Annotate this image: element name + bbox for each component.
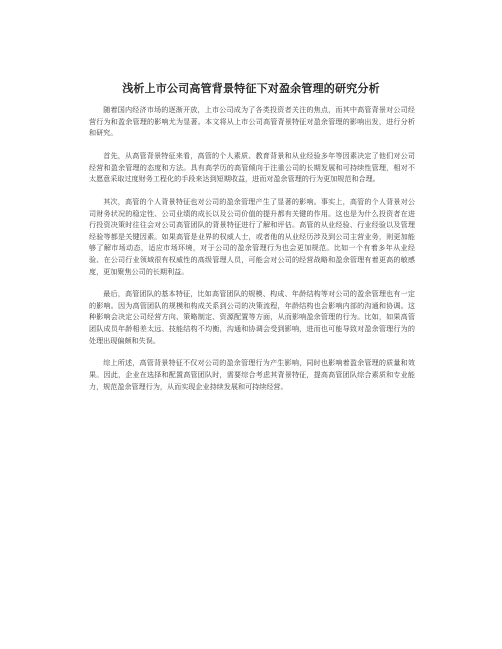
paragraph-second: 其次，高管的个人背景特征也对公司的盈余管理产生了显著的影响。事实上，高管的个人背景对公司财务状况的稳定性、公司业绩的成长以及公司价值的提升都有关键的作用。这也是为什么投资者在进行投资决策时往往会对公司高管团队的背景特征进行了解和评估。高管的从业经验、行业经验以及管理经验等都是关键因素。如果高管是业界的权威人士，或者他的从业经历涉及到公司主营业务，则更加能够了解市场动态，适应市场环境，对于公司的盈余管理行为也会更加规范。比如一个有着多年从业经验、在公司行业领域很有权威性的高级管理人员，可能会对公司的经营战略和盈余管理有着更高的敏感度，更加聚焦公司的长期利益。 <box>89 196 415 276</box>
paragraph-first: 首先，从高管背景特征来看，高管的个人素质、教育背景和从业经验多年等因素决定了他们对公司经营和盈余管理的态度和方法。具有高学历的高管倾向于注重公司的长期发展和可持续性管理，相对不太愿意采取过度财务工程化的手段来达到短期收益，进而对盈余管理的行为更加规范和合理。 <box>89 150 415 184</box>
document-body <box>89 104 415 403</box>
paragraph-intro: 随着国内经济市场的逐渐开放，上市公司成为了各类投资者关注的焦点，而其中高管背景对公司经营行为和盈余管理的影响尤为显著。本文将从上市公司高管背景特征对盈余管理的影响出发，进行分析和研究。 <box>89 105 415 138</box>
paragraph-last: 最后，高管团队的基本特征，比如高管团队的规模、构成、年龄结构等对公司的盈余管理也有一定的影响。因为高管团队的规模和构成关系到公司的决策流程，年龄结构也会影响内部的沟通和协调。这种影响会决定公司经营方向、策略制定、资源配置等方面，从而影响盈余管理的行为。比如，如果高管团队成员年龄相差太远、技能结构不均衡，沟通和协调会受到影响，进而也可能导致对盈余管理行为的处理出现偏颇和失误。 <box>89 289 415 345</box>
document-title: 浅析上市公司高管背景特征下对盈余管理的研究分析 <box>122 82 380 95</box>
paragraph-conclusion: 综上所述，高管背景特征不仅对公司的盈余管理行为产生影响，同时也影响着盈余管理的质量和效果。因此，企业在选择和配置高管团队时，需要综合考虑其背景特征，提高高管团队综合素质和专业能力，规范盈余管理行为，从而实现企业持续发展和可持续经营。 <box>89 358 415 391</box>
